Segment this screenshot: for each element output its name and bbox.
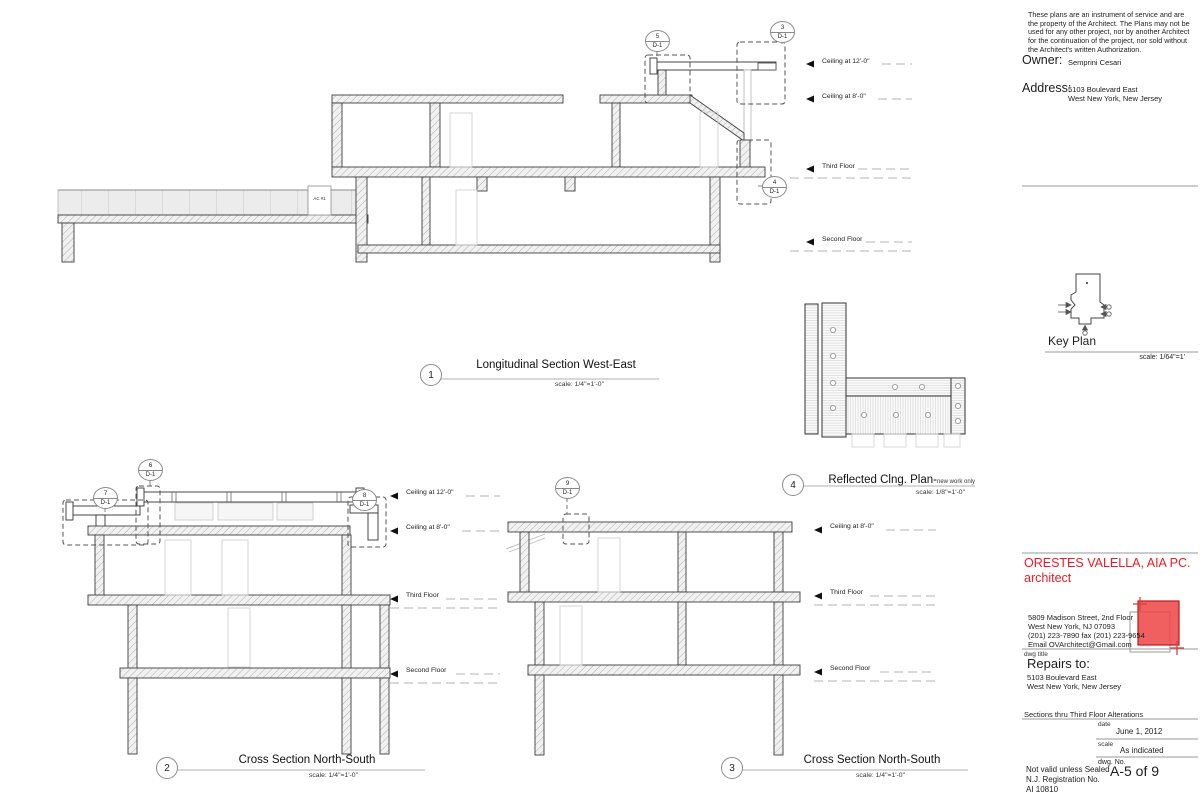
detail-marker-5-ref: D-1 bbox=[652, 42, 663, 49]
firm-phone: (201) 223-7890 fax (201) 223-9654 bbox=[1028, 631, 1145, 640]
detail-marker-3-num: 3 bbox=[771, 25, 794, 33]
detail-marker-8 bbox=[352, 489, 377, 511]
dwg-no-label: dwg. No. bbox=[1098, 759, 1126, 766]
title-block-rules bbox=[1022, 186, 1198, 757]
sheet-number: A-5 of 9 bbox=[1110, 763, 1160, 779]
d2-level-third-floor: Third Floor bbox=[406, 592, 439, 599]
reflected-ceiling-plan-linework bbox=[805, 303, 965, 447]
d4-number: 4 bbox=[790, 479, 796, 491]
detail-marker-9 bbox=[555, 477, 580, 499]
d1-level-third-floor: Third Floor bbox=[822, 163, 855, 170]
seal-note-line2: N.J. Registration No. bbox=[1026, 775, 1100, 784]
d3-number: 3 bbox=[729, 762, 735, 774]
d2-number: 2 bbox=[164, 762, 170, 774]
d2-level-ceiling-8: Ceiling at 8'-0" bbox=[406, 524, 450, 531]
d1-number-bubble bbox=[420, 364, 442, 386]
d2-number-bubble bbox=[156, 757, 178, 779]
cross-section-2-linework bbox=[66, 488, 390, 754]
seal-note-line1: Not valid unless Sealed bbox=[1026, 765, 1110, 774]
d1-level-second-floor: Second Floor bbox=[822, 236, 863, 243]
dwg-title-label: dwg title bbox=[1024, 651, 1048, 658]
detail-marker-6-ref: D-1 bbox=[145, 471, 156, 478]
d3-title: Cross Section North-South bbox=[803, 754, 941, 766]
longitudinal-section-linework bbox=[58, 58, 776, 262]
detail-marker-7-ref: D-1 bbox=[100, 499, 111, 506]
key-plan-title: Key Plan bbox=[1048, 334, 1097, 348]
seal-note-line3: AI 10810 bbox=[1026, 785, 1059, 794]
architect-stamp bbox=[1130, 597, 1184, 655]
d1-scale: scale: 1/4"=1'-0" bbox=[554, 381, 604, 388]
detail-marker-3-ref: D-1 bbox=[777, 33, 788, 40]
detail-marker-9-num: 9 bbox=[556, 481, 579, 489]
d3-level-ceiling-8: Ceiling at 8'-0" bbox=[830, 523, 874, 530]
d4-subtitle: new work only bbox=[936, 479, 975, 485]
date-value: June 1, 2012 bbox=[1116, 727, 1163, 736]
detail-marker-8-num: 8 bbox=[353, 493, 376, 501]
detail-marker-5 bbox=[645, 30, 670, 52]
firm-name: ORESTES VALELLA, AIA PC. bbox=[1024, 556, 1191, 570]
detail-marker-7 bbox=[93, 487, 118, 509]
d3-scale: scale: 1/4"=1'-0" bbox=[855, 772, 905, 779]
address-line2: West New York, New Jersey bbox=[1068, 94, 1163, 103]
d1-level-ceiling-8: Ceiling at 8'-0" bbox=[822, 93, 866, 100]
d2-level-lines bbox=[390, 493, 500, 684]
d2-level-ceiling-12: Ceiling at 12'-0" bbox=[406, 489, 454, 496]
d1-title: Longitudinal Section West-East bbox=[476, 359, 636, 371]
d1-level-ceiling-12: Ceiling at 12'-0" bbox=[822, 58, 870, 65]
owner-name: Semprini Cesari bbox=[1068, 58, 1122, 67]
detail-marker-4-ref: D-1 bbox=[769, 188, 780, 195]
address-label: Address: bbox=[1022, 81, 1072, 95]
cross-section-3-linework bbox=[506, 522, 800, 755]
key-plan-scale: scale: 1/64"=1' bbox=[1139, 354, 1185, 361]
project-address-line2: West New York, New Jersey bbox=[1027, 682, 1122, 691]
scale-label: scale bbox=[1098, 741, 1114, 748]
key-plan-shape bbox=[1058, 274, 1111, 335]
d1-number: 1 bbox=[428, 369, 434, 381]
d4-title: Reflected Clng. Plan- bbox=[828, 474, 937, 486]
detail-marker-3 bbox=[770, 21, 795, 43]
d3-number-bubble bbox=[721, 757, 743, 779]
detail-marker-7-num: 7 bbox=[94, 491, 117, 499]
d3-level-third-floor: Third Floor bbox=[830, 589, 863, 596]
d4-title-row bbox=[775, 470, 975, 488]
d4-scale: scale: 1/8"=1'-0" bbox=[915, 489, 965, 496]
d2-title: Cross Section North-South bbox=[238, 754, 376, 766]
detail-marker-4 bbox=[762, 176, 787, 198]
firm-role: architect bbox=[1024, 571, 1072, 585]
d1-level-lines bbox=[790, 61, 912, 252]
disclaimer-note: These plans are an instrument of service and are the property of the Architect. The Plans may not be used for any other project, nor by another Architect for the continuation of the project, nor sold without the Architect's written Authorization. bbox=[1028, 10, 1190, 54]
owner-label: Owner: bbox=[1022, 53, 1063, 67]
firm-address-line1: 5809 Madison Street, 2nd Floor bbox=[1028, 613, 1134, 622]
detail-marker-6 bbox=[138, 459, 163, 481]
d3-level-lines bbox=[814, 527, 936, 682]
detail-marker-8-ref: D-1 bbox=[359, 501, 370, 508]
detail-marker-5-num: 5 bbox=[646, 34, 669, 42]
ac-unit-label: AC #1 bbox=[313, 196, 326, 201]
sheet-description: Sections thru Third Floor Alterations bbox=[1024, 710, 1144, 719]
firm-email: Email OVArchitect@Gmail.com bbox=[1028, 640, 1132, 649]
d3-level-second-floor: Second Floor bbox=[830, 665, 871, 672]
drawing-title-underlines bbox=[177, 379, 975, 770]
project-title: Repairs to: bbox=[1027, 656, 1090, 671]
detail-marker-4-num: 4 bbox=[763, 180, 786, 188]
project-address-line1: 5103 Boulevard East bbox=[1027, 673, 1097, 682]
d2-level-second-floor: Second Floor bbox=[406, 667, 447, 674]
address-line1: 5103 Boulevard East bbox=[1068, 85, 1138, 94]
date-label: date bbox=[1098, 721, 1111, 728]
detail-marker-9-ref: D-1 bbox=[562, 489, 573, 496]
detail-marker-6-num: 6 bbox=[139, 463, 162, 471]
d2-scale: scale: 1/4"=1'-0" bbox=[308, 772, 358, 779]
scale-value: As indicated bbox=[1120, 746, 1164, 755]
firm-address-line2: West New York, NJ 07093 bbox=[1028, 622, 1115, 631]
